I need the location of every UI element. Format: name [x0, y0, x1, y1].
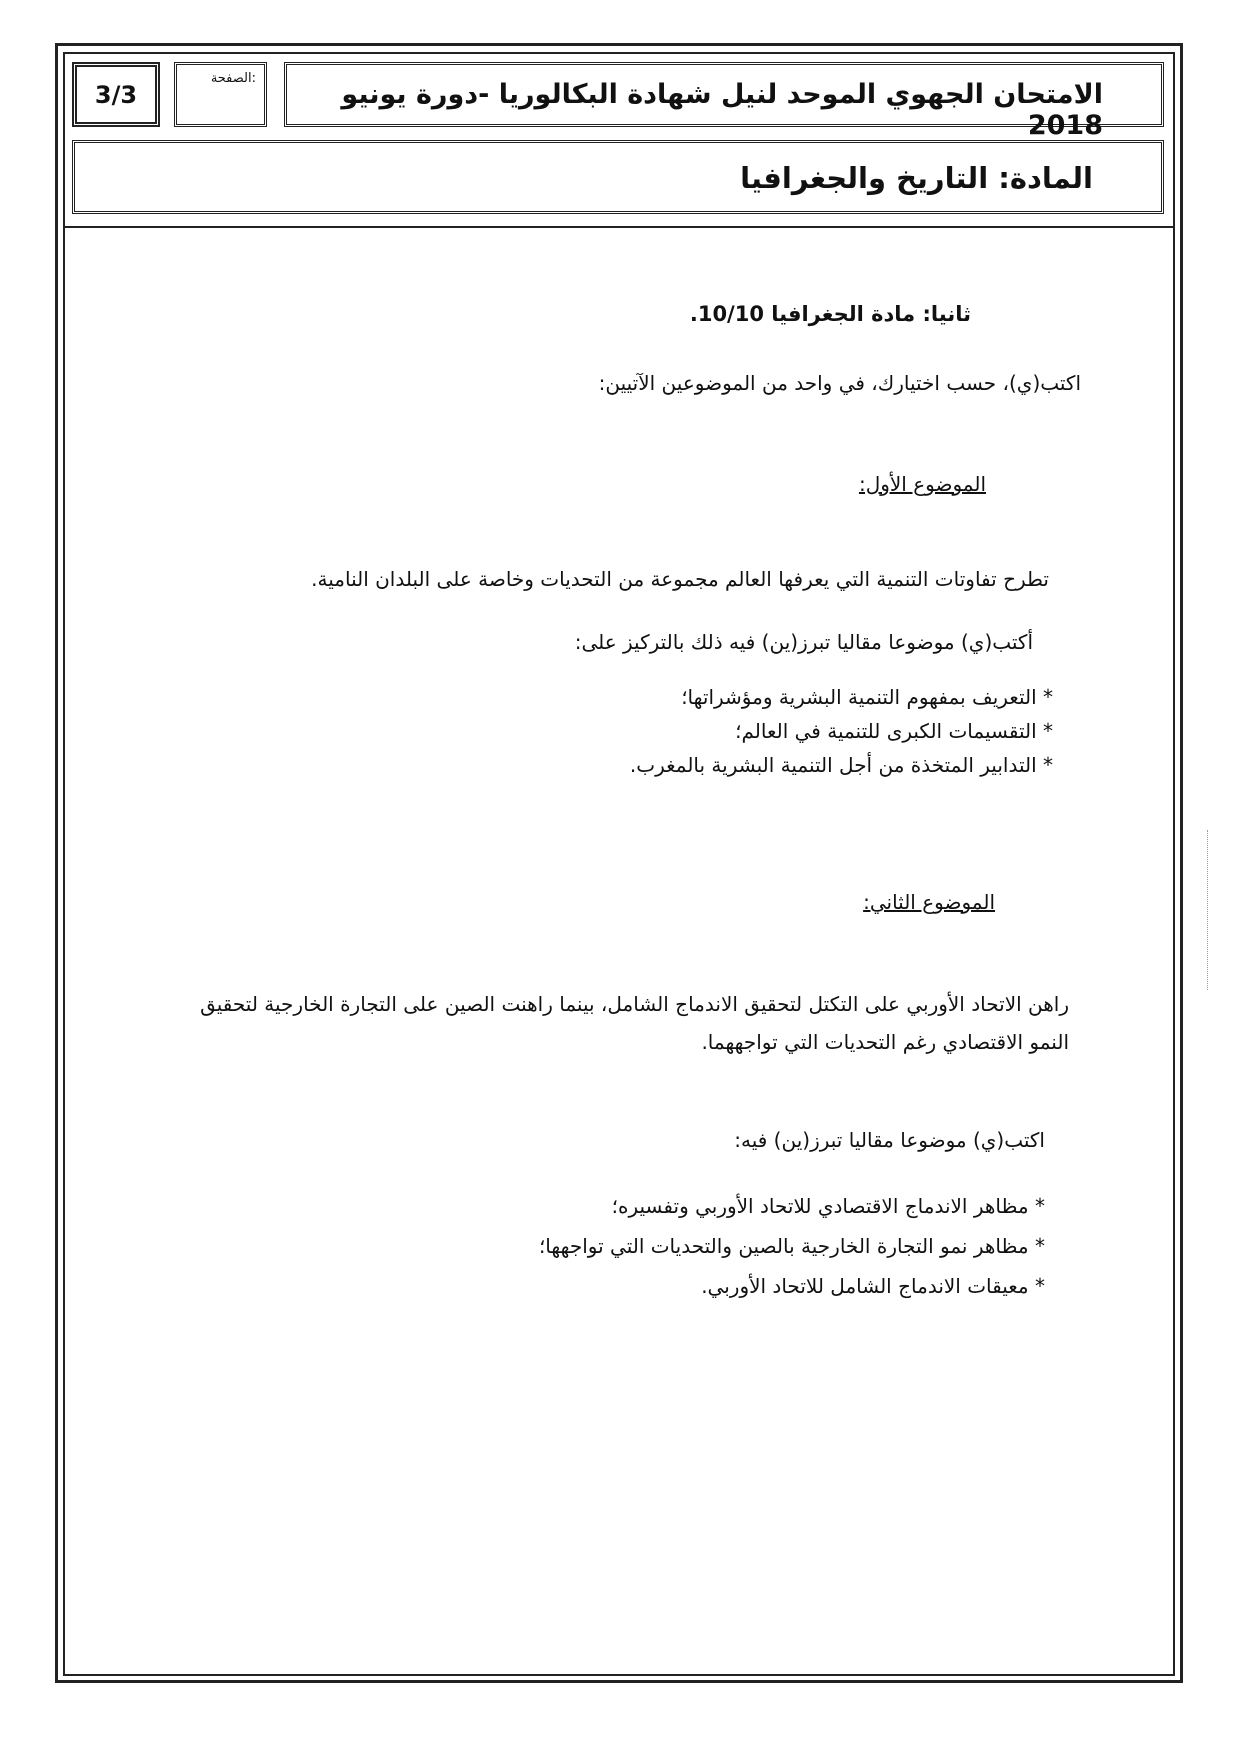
page-label: الصفحة: — [210, 71, 256, 86]
topic1-heading: الموضوع الأول: — [858, 472, 986, 496]
instruction-text: اكتب(ي)، حسب اختيارك، في واحد من الموضوعين الآتيين: — [598, 371, 1081, 395]
list-item: * التقسيمات الكبرى للتنمية في العالم؛ — [630, 714, 1053, 748]
page-number: 3/3 — [94, 80, 138, 109]
list-item: * معيقات الاندماج الشامل للاتحاد الأوربي. — [539, 1266, 1045, 1306]
scan-edge-mark — [1207, 830, 1209, 990]
exam-title: الامتحان الجهوي الموحد لنيل شهادة البكالوريا -دورة يونيو 2018 — [341, 79, 1103, 141]
topic2-heading: الموضوع الثاني: — [863, 890, 995, 914]
subject-box — [72, 140, 1164, 214]
exam-title-box — [284, 62, 1164, 141]
page-number-box — [72, 62, 160, 127]
list-item: * التدابير المتخذة من أجل التنمية البشرية بالمغرب. — [630, 748, 1053, 782]
topic2-task: اكتب(ي) موضوعا مقاليا تبرز(ين) فيه: — [734, 1128, 1045, 1152]
topic1-task: أكتب(ي) موضوعا مقاليا تبرز(ين) فيه ذلك بالتركيز على: — [574, 630, 1033, 654]
list-item: * التعريف بمفهوم التنمية البشرية ومؤشراتها؛ — [630, 680, 1053, 714]
topic1-points — [630, 680, 1053, 782]
list-item: * مظاهر الاندماج الاقتصادي للاتحاد الأوربي وتفسيره؛ — [539, 1186, 1045, 1226]
page-label-box — [174, 62, 267, 127]
topic1-paragraph: تطرح تفاوتات التنمية التي يعرفها العالم مجموعة من التحديات وخاصة على البلدان النامية. — [311, 567, 1049, 591]
topic2-points — [539, 1186, 1045, 1306]
subject-title: المادة: التاريخ والجغرافيا — [740, 161, 1093, 195]
header-divider — [63, 226, 1175, 228]
list-item: * مظاهر نمو التجارة الخارجية بالصين والتحديات التي تواجهها؛ — [539, 1226, 1045, 1266]
section-title: ثانيا: مادة الجغرافيا 10/10. — [689, 302, 971, 326]
topic2-paragraph: راهن الاتحاد الأوربي على التكتل لتحقيق الاندماج الشامل، بينما راهنت الصين على التجارة الخارجية لتحقيق النمو الاقتصادي رغم التحديات التي تواجههما. — [200, 992, 1069, 1054]
page-frame-inner — [63, 52, 1175, 1676]
